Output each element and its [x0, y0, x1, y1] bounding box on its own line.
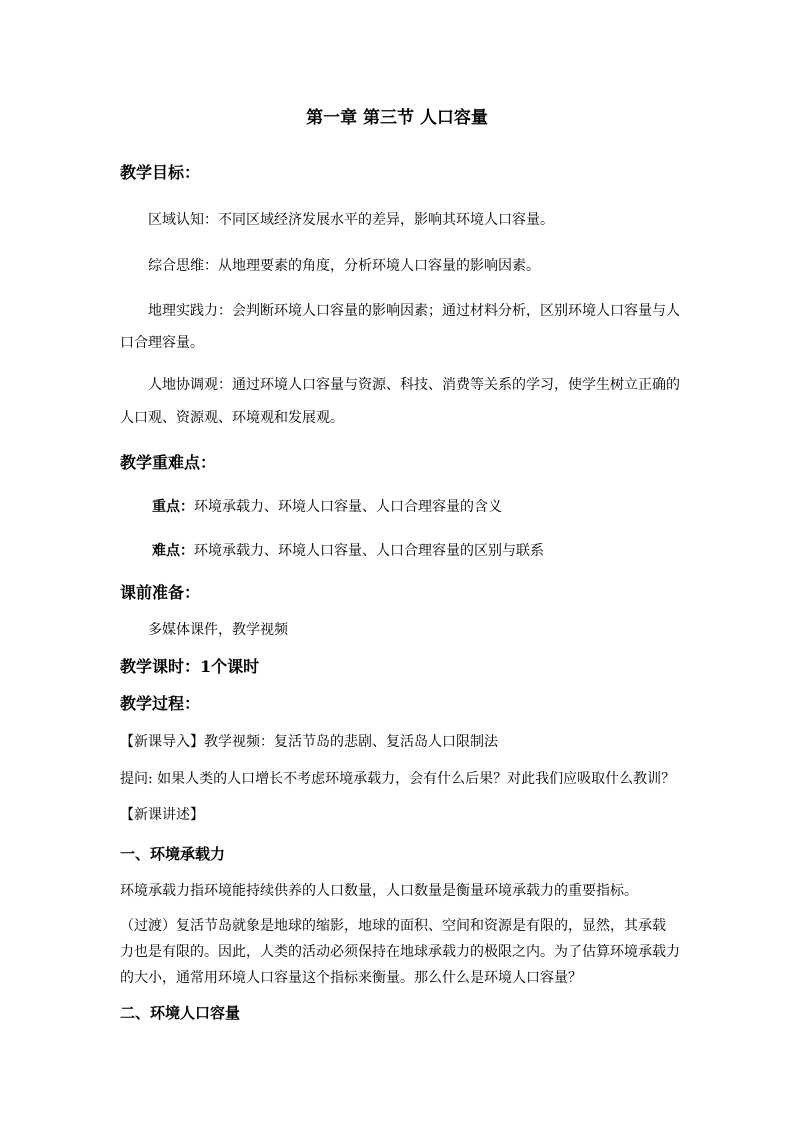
section-2-heading: 二、环境人口容量 — [120, 1004, 241, 1022]
hours-heading: 教学课时：1个课时 — [120, 657, 260, 676]
objective-harmony-line1: 人地协调观：通过环境人口容量与资源、科技、消费等关系的学习，使学生树立正确的 — [148, 377, 680, 393]
transition-line-3: 的大小，通常用环境人口容量这个指标来衡量。那么什么是环境人口容量？ — [120, 970, 582, 986]
preparation-heading: 课前准备： — [120, 583, 201, 602]
transition-line-2: 力也是有限的。因此，人类的活动必须保持在地球承载力的极限之内。为了估算环境承载力 — [120, 944, 680, 960]
objective-practice-line1: 地理实践力：会判断环境人口容量的影响因素；通过材料分析，区别环境人口容量与人 — [148, 303, 680, 319]
section-1-heading: 一、环境承载力 — [120, 845, 226, 863]
objective-comprehensive: 综合思维：从地理要素的角度，分析环境人口容量的影响因素。 — [148, 258, 540, 274]
page-title: 第一章 第三节 人口容量 — [306, 108, 488, 128]
process-heading: 教学过程： — [120, 694, 201, 713]
key-points-heading: 教学重难点： — [120, 453, 217, 472]
objective-practice-line2: 口合理容量。 — [120, 335, 204, 351]
key-point-text: 环境承载力、环境人口容量、人口合理容量的含义 — [194, 499, 502, 515]
objectives-heading: 教学目标： — [120, 163, 201, 182]
new-lesson-intro: 【新课导入】教学视频：复活节岛的悲剧、复活岛人口限制法 — [120, 734, 498, 750]
objective-harmony-line2: 人口观、资源观、环境观和发展观。 — [120, 410, 344, 426]
objective-regional: 区域认知：不同区域经济发展水平的差异，影响其环境人口容量。 — [148, 212, 554, 228]
difficult-point-row — [152, 536, 674, 566]
transition-line-1: （过渡）复活节岛就象是地球的缩影，地球的面积、空间和资源是有限的，显然，其承载 — [120, 918, 666, 934]
preparation-text: 多媒体课件，教学视频 — [148, 622, 288, 638]
difficult-point-text: 环境承载力、环境人口容量、人口合理容量的区别与联系 — [194, 543, 544, 559]
key-point-row — [152, 492, 674, 522]
lecture-heading: 【新课讲述】 — [120, 807, 204, 823]
lesson-question: 提问: 如果人类的人口增长不考虑环境承载力，会有什么后果？对此我们应吸取什么教训？ — [120, 771, 676, 787]
key-point-label: 重点： — [152, 499, 194, 515]
difficult-point-label: 难点： — [152, 543, 194, 559]
section-1-text: 环境承载力指环境能持续供养的人口数量，人口数量是衡量环境承载力的重要指标。 — [120, 883, 638, 899]
